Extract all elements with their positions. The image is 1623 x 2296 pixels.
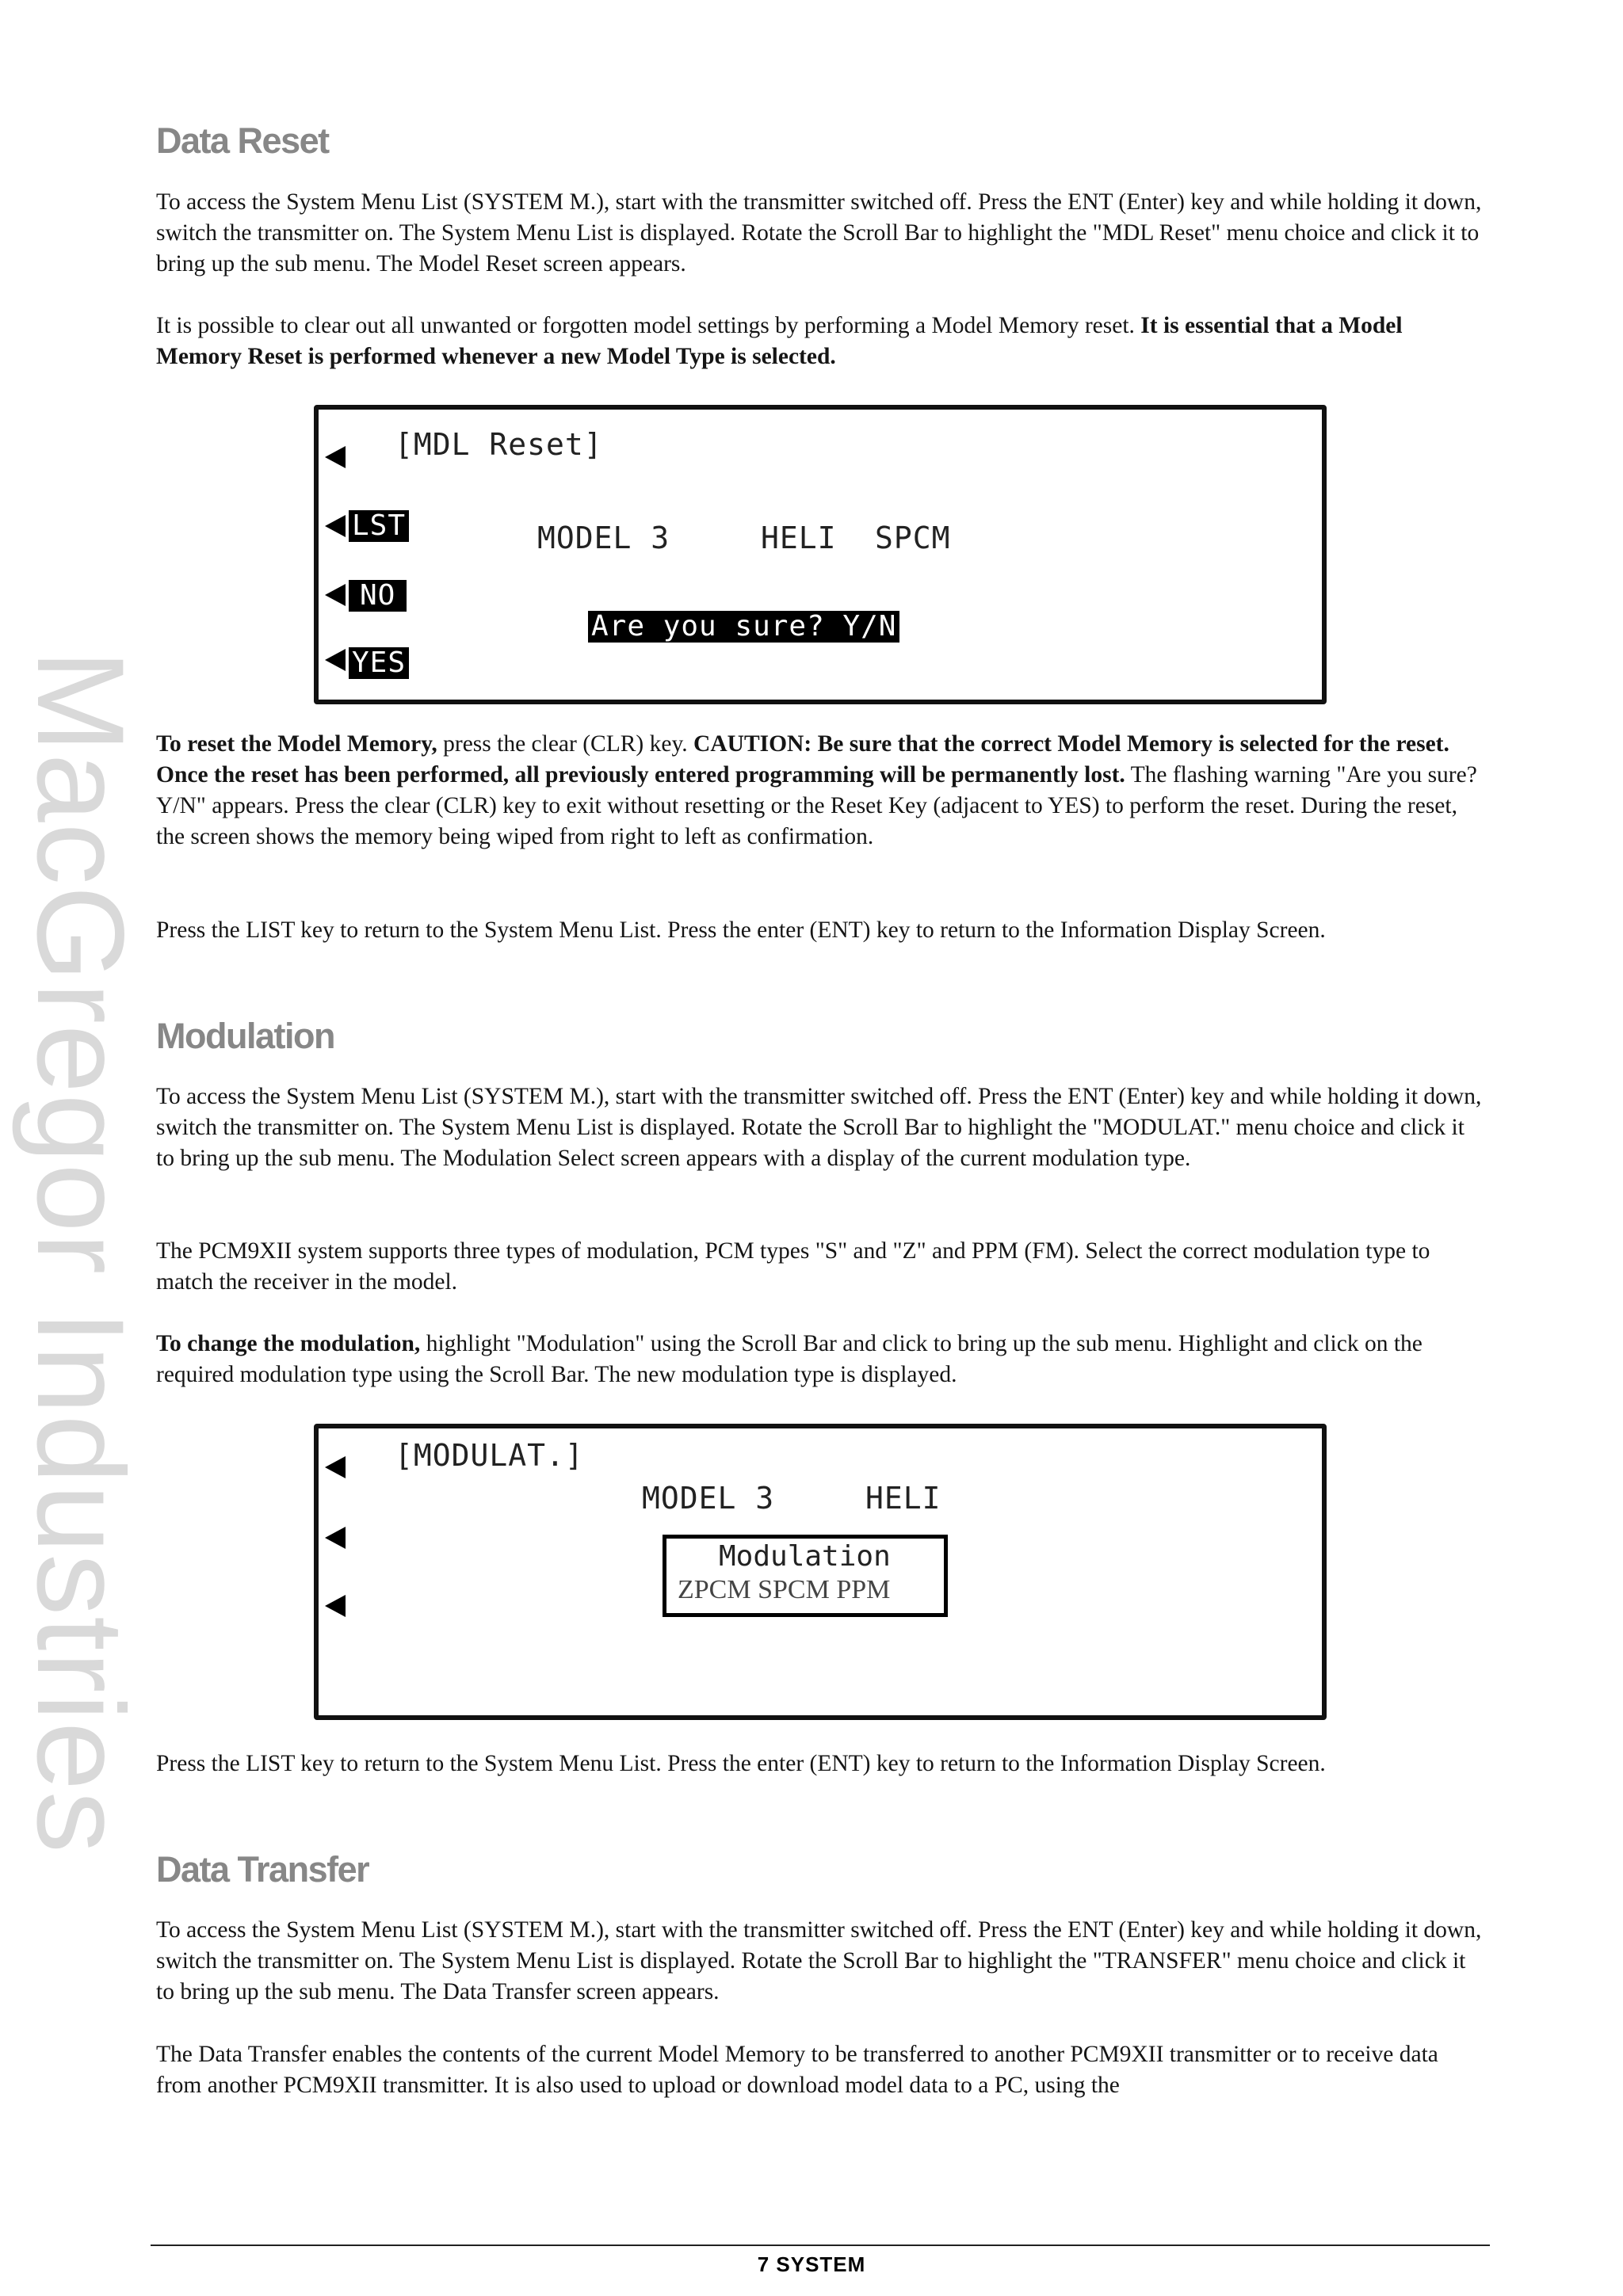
page-footer: 7 SYSTEM [757,2252,866,2276]
lcd-no-key-label: NO [349,580,407,612]
data-reset-para-2-bold: It is essential that a Model Memory Reset is performed whenever a new Model Type is selected. [156,313,1403,369]
modulation-select-box [663,1535,948,1617]
modulation-para-3 [156,1329,1487,1390]
data-reset-para-3-text-1: press the clear (CLR) key. [437,731,694,757]
watermark: MacGregor Industries [11,650,149,1854]
arrow-icon [325,649,346,671]
arrow-icon [325,584,346,606]
arrow-icon [325,446,346,468]
heading-modulation: Modulation [156,1016,334,1056]
arrow-icon [325,1595,346,1617]
lcd-yes-key-label: YES [349,647,409,679]
data-transfer-para-1: To access the System Menu List (SYSTEM M.), start with the transmitter switched off. Press the ENT (Enter) key and while holding it down, switch the transmitter on. The System Menu List is displayed. Rotate the Scroll Bar to highlight the "TRANSFER" menu choice and click it to bring up the sub menu. The Data Transfer screen appears. [156,1917,1482,2004]
arrow-icon [325,1456,346,1478]
lcd-reset-title: [MDL Reset] [395,427,603,462]
data-reset-para-1: To access the System Menu List (SYSTEM M.), start with the transmitter switched off. Press the ENT (Enter) key and while holding it down, switch the transmitter on. The System Menu List is displayed. Rotate the Scroll Bar to highlight the "MDL Reset" menu choice and click it to bring up the sub menu. The Model Reset screen appears. [156,189,1482,277]
arrow-icon [325,1527,346,1549]
data-reset-para-2-lead: It is possible to clear out all unwanted or forgotten model settings by performing a Model Memory reset. [156,313,1141,338]
lcd-lst-key-label: LST [349,510,409,542]
data-reset-para-3-bold-1: To reset the Model Memory, [156,731,437,757]
modulation-options: ZPCM SPCM PPM [678,1575,891,1604]
lcd-are-you-sure-prompt: Are you sure? Y/N [588,611,899,643]
data-transfer-para-2: The Data Transfer enables the contents of the current Model Memory to be transferred to another PCM9XII transmitter or to receive data from another PCM9XII transmitter. It is also used to upload or download model data to a PC, using the [156,2042,1438,2098]
lcd-reset-type: HELI [761,521,837,555]
data-reset-para-4: Press the LIST key to return to the System Menu List. Press the enter (ENT) key to return to the Information Display Screen. [156,917,1326,943]
lcd-mdl-reset-screen [314,405,1327,704]
lcd-modulation-title: [MODULAT.] [395,1438,584,1473]
modulation-para-1: To access the System Menu List (SYSTEM M.), start with the transmitter switched off. Press the ENT (Enter) key and while holding it down, switch the transmitter on. The System Menu List is displayed. Rotate the Scroll Bar to highlight the "MODULAT." menu choice and click it to bring up the sub menu. The Modulation Select screen appears with a display of the current modulation type. [156,1084,1482,1171]
data-reset-para-3-bold-2: CAUTION: Be sure that the correct Model Memory is selected for the reset. Once the reset has been performed, all previously entered programming will be permanently lost. [156,731,1449,788]
lcd-modulation-screen [314,1424,1327,1720]
lcd-reset-model: MODEL 3 [537,521,670,555]
footer-rule [151,2245,1490,2246]
modulation-box-title: Modulation [719,1540,891,1573]
data-reset-para-3 [156,729,1487,852]
arrow-icon [325,515,346,537]
modulation-para-2: The PCM9XII system supports three types of modulation, PCM types "S" and "Z" and PPM (FM). Select the correct modulation type to match the receiver in the model. [156,1238,1430,1295]
modulation-para-3-bold: To change the modulation, [156,1331,421,1356]
lcd-modulation-type: HELI [865,1481,941,1516]
lcd-reset-modulation: SPCM [875,521,951,555]
data-reset-para-2 [156,311,1487,372]
heading-data-reset: Data Reset [156,120,329,161]
modulation-para-3-text: highlight "Modulation" using the Scroll Bar and click to bring up the sub menu. Highlight and click on the required modulation type using the Scroll Bar. The new modulation type is displayed. [156,1331,1423,1387]
heading-data-transfer: Data Transfer [156,1849,369,1890]
data-reset-para-3-text-2: The flashing warning "Are you sure? Y/N" appears. Press the clear (CLR) key to exit without resetting or the Reset Key (adjacent to YES) to perform the reset. During the reset, the screen shows the memory being wiped from right to left as confirmation. [156,762,1477,849]
lcd-modulation-model: MODEL 3 [642,1481,775,1516]
modulation-para-4: Press the LIST key to return to the System Menu List. Press the enter (ENT) key to return to the Information Display Screen. [156,1751,1326,1776]
